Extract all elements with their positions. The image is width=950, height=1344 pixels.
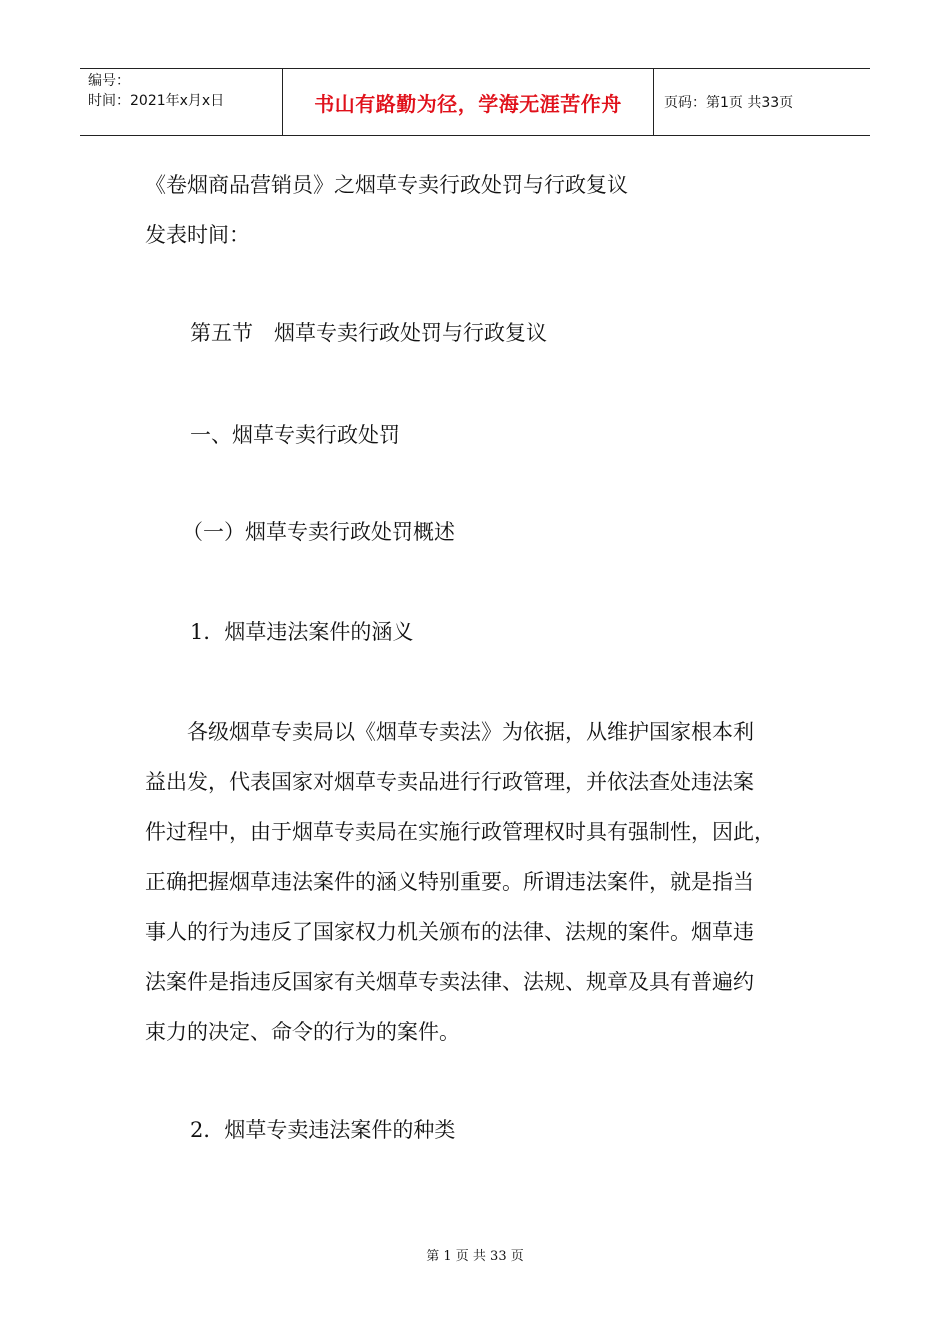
- header-meta: [80, 69, 282, 135]
- item1-paragraph: [145, 707, 815, 1057]
- document-title: 《卷烟商品营销员》之烟草专卖行政处罚与行政复议: [145, 173, 628, 197]
- paragraph-line: 法案件是指违反国家有关烟草专卖法律、法规、规章及具有普遍约: [145, 970, 754, 994]
- header-page-info: 页码：第1页 共33页: [664, 95, 794, 111]
- paragraph-line: 各级烟草专卖局以《烟草专卖法》为依据，从维护国家根本利: [145, 720, 754, 744]
- paragraph-line: 件过程中，由于烟草专卖局在实施行政管理权时具有强制性，因此，: [145, 820, 775, 844]
- sub-heading: （一）烟草专卖行政处罚概述: [182, 520, 455, 544]
- paragraph-line: 益出发，代表国家对烟草专卖品进行行政管理，并依法查处违法案: [145, 770, 754, 794]
- page-footer: 第 1 页 共 33 页: [426, 1249, 524, 1264]
- document-header: [80, 68, 870, 136]
- header-slogan: 书山有路勤为径，学海无涯苦作舟: [282, 69, 654, 135]
- item2-heading: 2．烟草专卖违法案件的种类: [190, 1118, 456, 1142]
- paragraph-line: 束力的决定、命令的行为的案件。: [145, 1020, 460, 1044]
- publish-time: 发表时间：: [145, 223, 250, 247]
- date-label: 时间：2021年x月x日: [88, 93, 225, 109]
- serial-number-label: 编号：: [88, 73, 130, 89]
- part-heading: 一、烟草专卖行政处罚: [190, 423, 400, 447]
- paragraph-line: 事人的行为违反了国家权力机关颁布的法律、法规的案件。烟草违: [145, 920, 754, 944]
- item1-heading: 1．烟草违法案件的涵义: [190, 620, 414, 644]
- section-heading: 第五节 烟草专卖行政处罚与行政复议: [190, 321, 547, 345]
- paragraph-line: 正确把握烟草违法案件的涵义特别重要。所谓违法案件，就是指当: [145, 870, 754, 894]
